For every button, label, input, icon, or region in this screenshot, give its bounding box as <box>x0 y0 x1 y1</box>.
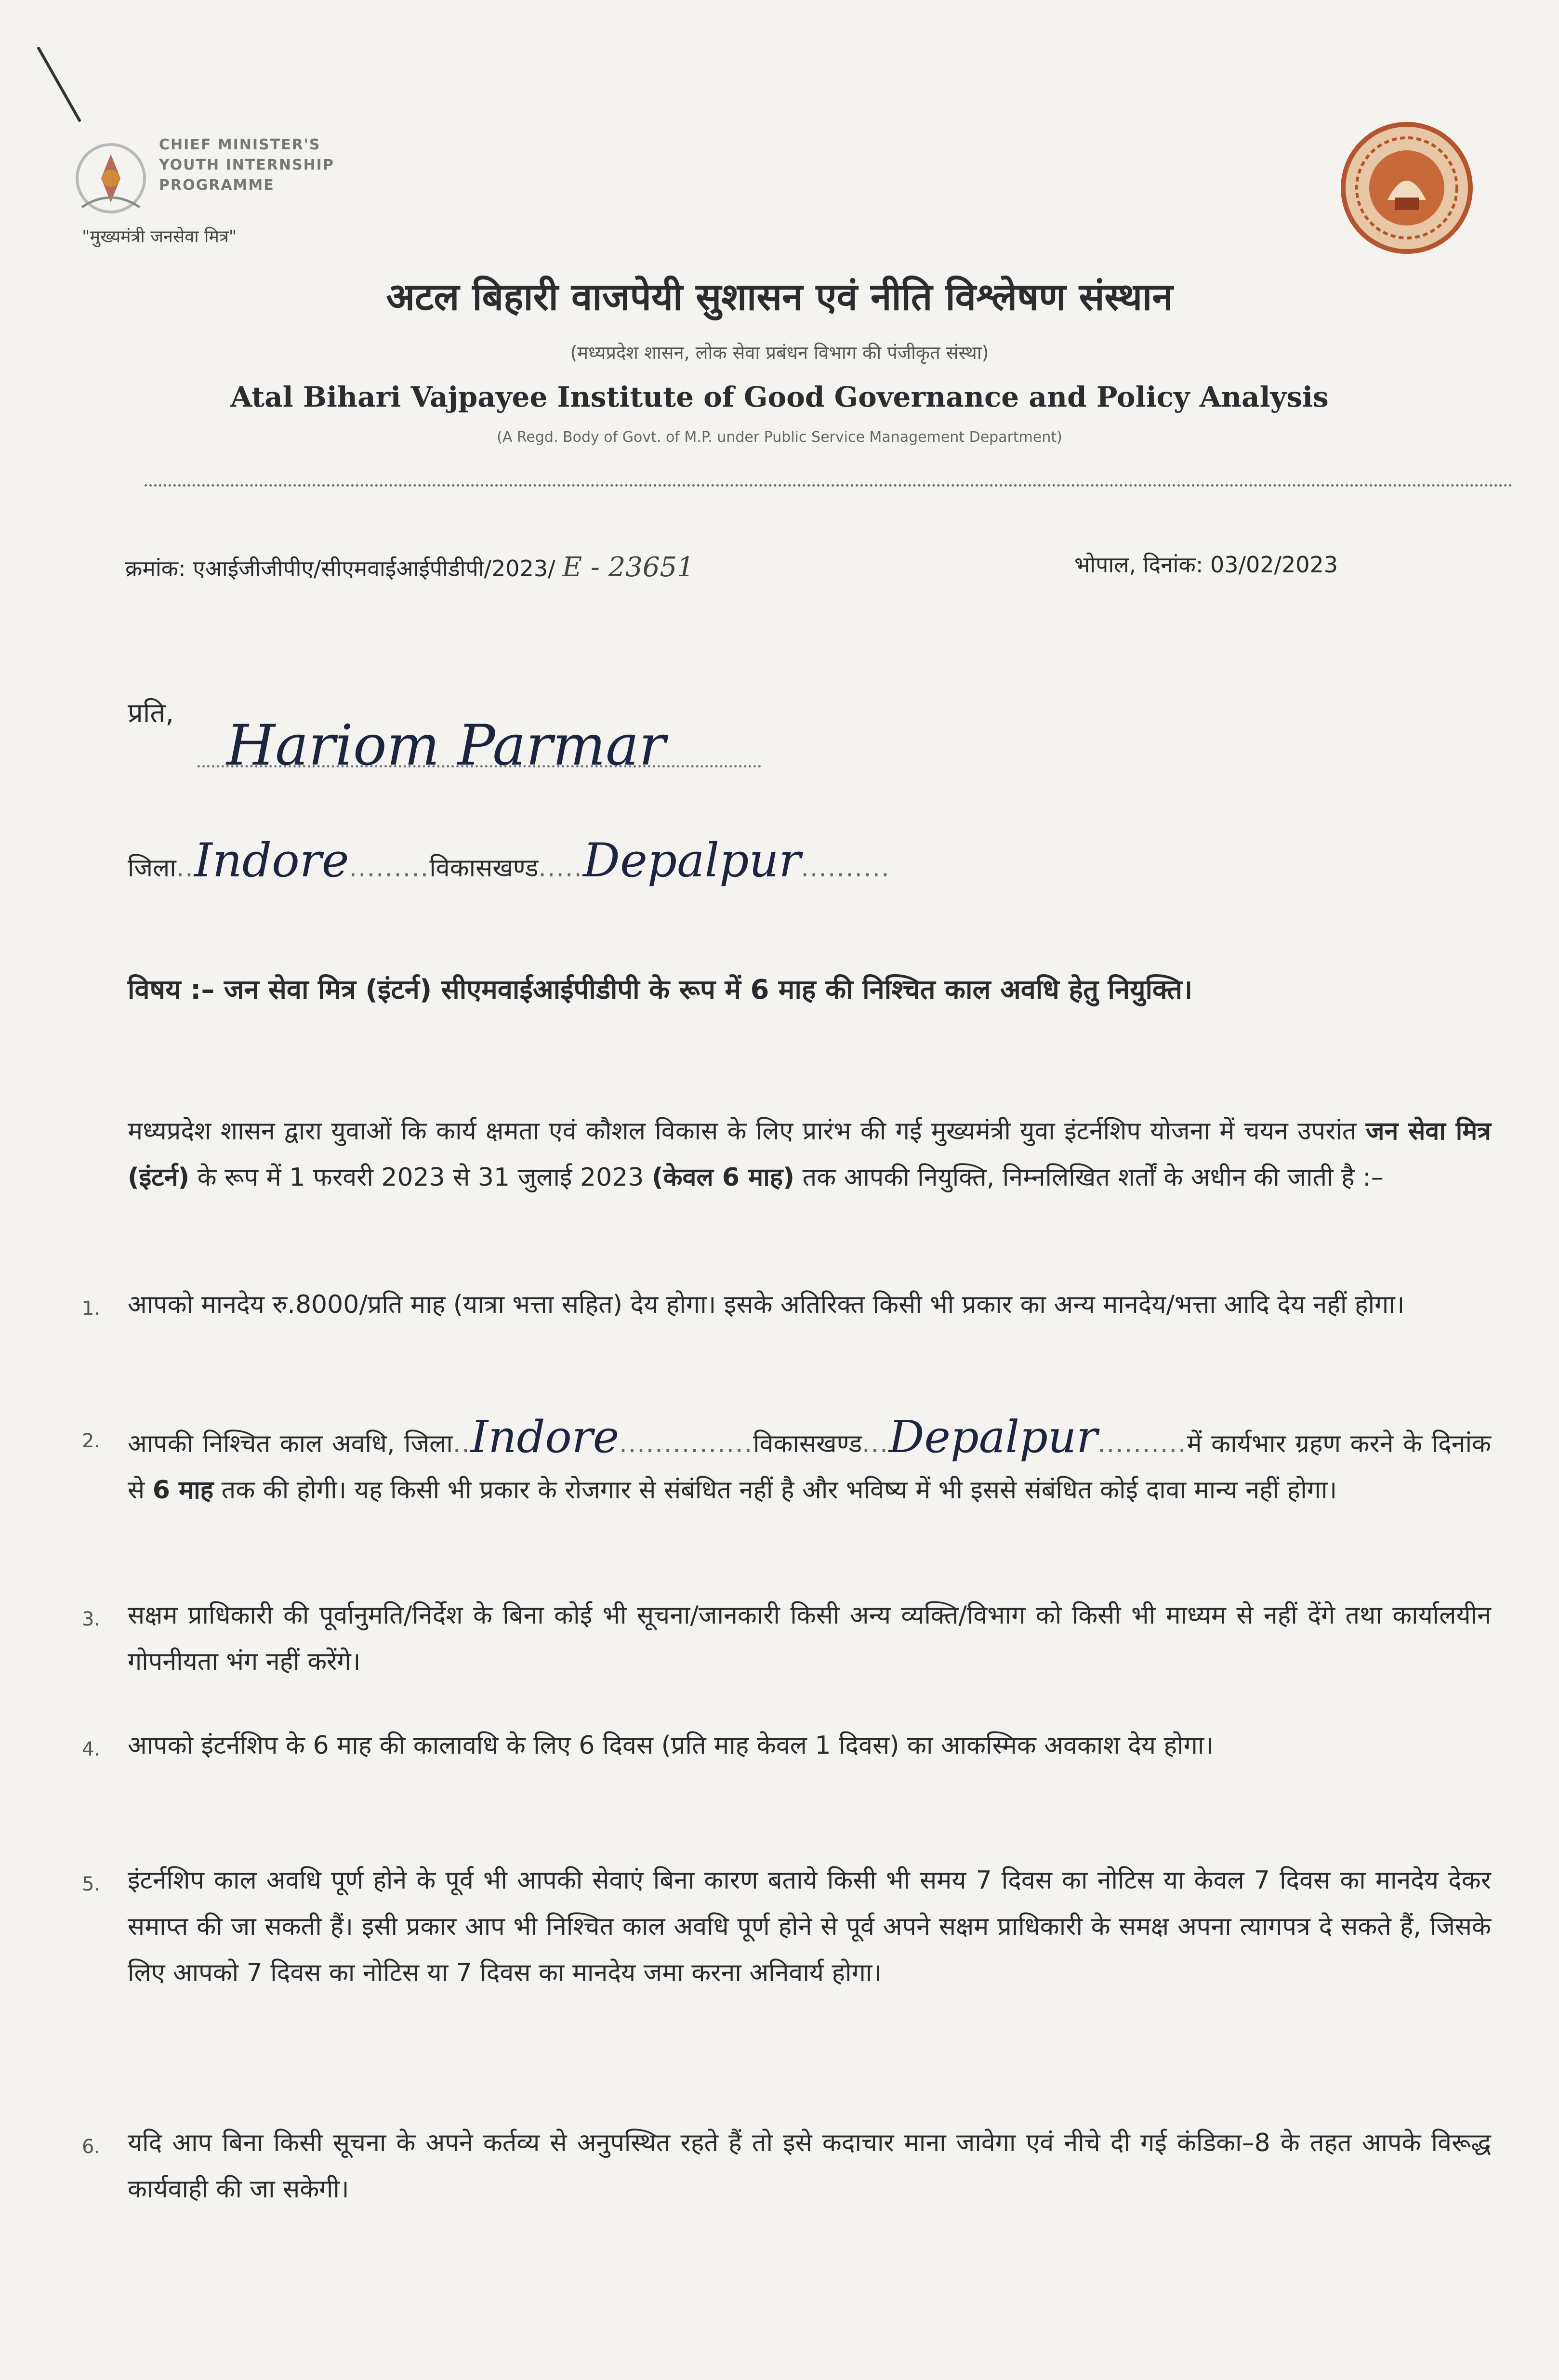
condition-text: आपको इंटर्नशिप के 6 माह की कालावधि के लिए 6 दिवस (प्रति माह केवल 1 दिवस) का आकस्मिक अवकाश देय होगा। <box>128 1731 1214 1760</box>
reference-number <box>125 552 694 583</box>
state-emblem-seal-icon <box>1334 116 1479 260</box>
condition-text: इंटर्नशिप काल अवधि पूर्ण होने के पूर्व भी आपकी सेवाएं बिना कारण बताये किसी भी समय 7 दिवस का नोटिस या केवल 7 दिवस का मानदेय देकर समाप्त की जा सकती हैं। इसी प्रकार आप भी निश्चित काल अवधि पूर्ण होने से पूर्व अपने सक्षम प्राधिकारी के समक्ष अपना त्यागपत्र दे सकते हैं, जिसके लिए आपको 7 दिवस का नोटिस या 7 दिवस का मानदेय जमा करना अनिवार्य होगा। <box>128 1866 1491 1987</box>
institute-title-english: Atal Bihari Vajpayee Institute of Good Governance and Policy Analysis <box>230 381 1329 413</box>
letter-date: भोपाल, दिनांक: 03/02/2023 <box>1074 552 1338 578</box>
block-value: Depalpur <box>582 833 801 887</box>
condition-text: आपको मानदेय रु.8000/प्रति माह (यात्रा भत्ता सहित) देय होगा। इसके अतिरिक्त किसी भी प्रकार का अन्य मानदेय/भत्ता आदि देय नहीं होगा। <box>128 1290 1405 1319</box>
letter-page: CHIEF MINISTER'S YOUTH INTERNSHIP PROGRAMME "मुख्यमंत्री जनसेवा मित्र" अटल बिहारी वाजपेयी सुशासन एवं नीति विश्लेषण संस्थान (मध्यप्रदेश शासन, लोक सेवा प्रबंधन विभाग की पंजीकृत संस्था) Atal Bihari Vajpayee Institute of Good Governance and Policy Analysis (A Regd. Body of Govt. of M.P. under Public Service Management Department) क्रमांक: एआईजीजीपीए/सीएमवाईआईपीडीपी/2023/ E - 23651 भोपाल, दिनांक: 03/02/2023 प्रति, Hariom Parmar जिला..Indore.........विकासखण्ड.....Depalpur.......... विषय :– जन सेवा मित्र (इंटर्न) सीएमवाईआईपीडीपी के रूप में 6 माह की निश्चित काल अवधि हेतु नियुक्ति। मध्यप्रदेश शासन द्वारा युवाओं कि कार्य क्षमता एवं कौशल विकास के लिए प्रारंभ की गई मुख्यमंत्री युवा इंटर्नशिप योजना में चयन उपरांत जन सेवा मित्र (इंटर्न) के रूप में 1 फरवरी 2023 से 31 जुलाई 2023 (केवल 6 माह) तक आपकी नियुक्ति, निम्नलिखित शर्तों के अधीन की जाती है :– 1. आपको मानदेय रु.8000/प्रति माह (यात्रा भत्ता सहित) देय होगा। इसके अतिरिक्त किसी भी प्रकार का अन्य मानदेय/भत्ता आदि देय नहीं होगा। 2. आपकी निश्चित काल अवधि, जिला..Indore...............विकासखण्ड...Depalpur..........में कार्यभार ग्रहण करने के दिनांक से 6 माह तक की होगी। यह किसी भी प्रकार के रोजगार से संबंधित नहीं है और भविष्य में भी इससे संबंधित कोई दावा मान्य नहीं होगा। 3. सक्षम प्राधिकारी की पूर्वानुमति/निर्देश के बिना कोई भी सूचना/जानकारी किसी अन्य व्यक्ति/विभाग को किसी भी माध्यम से नहीं देंगे तथा कार्यालयीन गोपनीयता भंग नहीं करेंगे। 4. आपको इंटर्नशिप के 6 माह की कालावधि के लिए 6 दिवस (प्रति माह केवल 1 दिवस) का आकस्मिक अवकाश देय होगा। 5. इंटर्नशिप काल अवधि पूर्ण होने के पूर्व भी आपकी सेवाएं बिना कारण बताये किसी भी समय 7 दिवस का नोटिस या केवल 7 दिवस का मानदेय देकर समाप्त की जा सकती हैं। इसी प्रकार आप भी निश्चित काल अवधि पूर्ण होने से पूर्व अपने सक्षम प्राधिकारी के समक्ष अपना त्यागपत्र दे सकते हैं, जिसके लिए आपको 7 दिवस का नोटिस या 7 दिवस का मानदेय जमा करना अनिवार्य होगा। 6. यदि आप बिना किसी सूचना के अपने कर्तव्य से अनुपस्थित रहते हैं तो इसे कदाचार माना जावेगा एवं नीचे दी गई कंडिका–8 के तहत आपके विरूद्ध कार्यवाही की जा सकेगी। <box>0 0 1559 2380</box>
internship-logo <box>67 125 405 265</box>
logo-line-2: YOUTH INTERNSHIP <box>159 157 334 173</box>
condition-text: आपकी निश्चित काल अवधि, जिला..Indore...............विकासखण्ड...Depalpur..........में कार्यभार ग्रहण करने के दिनांक से 6 माह तक की होगी। यह किसी भी प्रकार के रोजगार से संबंधित नहीं है और भविष्य में भी इससे संबंधित कोई दावा मान्य नहीं होगा। <box>128 1411 1492 1505</box>
intro-paragraph: मध्यप्रदेश शासन द्वारा युवाओं कि कार्य क्षमता एवं कौशल विकास के लिए प्रारंभ की गई मुख्यमंत्री युवा इंटर्नशिप योजना में चयन उपरांत जन सेवा मित्र (इंटर्न) के रूप में 1 फरवरी 2023 से 31 जुलाई 2023 (केवल 6 माह) तक आपकी नियुक्ति, निम्नलिखित शर्तों के अधीन की जाती है :– <box>128 1117 1492 1192</box>
header-divider <box>145 484 1513 487</box>
logo-tagline: "मुख्यमंत्री जनसेवा मित्र" <box>82 227 237 247</box>
reference-handwritten-number: E - 23651 <box>562 552 694 583</box>
emblem-icon <box>67 135 154 222</box>
condition-text: यदि आप बिना किसी सूचना के अपने कर्तव्य से अनुपस्थित रहते हैं तो इसे कदाचार माना जावेगा एवं नीचे दी गई कंडिका–8 के तहत आपके विरूद्ध कार्यवाही की जा सकेगी। <box>128 2129 1491 2204</box>
logo-text <box>159 135 334 196</box>
institute-subtitle-hindi: (मध्यप्रदेश शासन, लोक सेवा प्रबंधन विभाग की पंजीकृत संस्था) <box>570 342 989 363</box>
logo-line-3: PROGRAMME <box>159 177 275 194</box>
condition-text: सक्षम प्राधिकारी की पूर्वानुमति/निर्देश के बिना कोई भी सूचना/जानकारी किसी अन्य व्यक्ति/विभाग को किसी भी माध्यम से नहीं देंगे तथा कार्यालयीन गोपनीयता भंग नहीं करेंगे। <box>128 1601 1491 1676</box>
condition-block-value: Depalpur <box>888 1411 1098 1463</box>
reference-label: क्रमांक: एआईजीजीपीए/सीएमवाईआईपीडीपी/2023/ <box>125 555 555 582</box>
recipient-label: प्रति, <box>128 698 174 729</box>
institute-title-hindi: अटल बिहारी वाजपेयी सुशासन एवं नीति विश्लेषण संस्थान <box>386 275 1173 319</box>
district-block-row: जिला..Indore.........विकासखण्ड.....Depalpur.......... <box>128 833 890 887</box>
recipient-name: Hariom Parmar <box>226 713 666 778</box>
subject-line: विषय :– जन सेवा मित्र (इंटर्न) सीएमवाईआईपीडीपी के रूप में 6 माह की निश्चित काल अवधि हेतु नियुक्ति। <box>128 974 1193 1005</box>
block-label: विकासखण्ड <box>429 854 539 883</box>
condition-district-value: Indore <box>470 1411 620 1463</box>
name-dotted-line <box>198 765 761 767</box>
pencil-stroke-mark <box>34 43 87 125</box>
institute-subtitle-english: (A Regd. Body of Govt. of M.P. under Public Service Management Department) <box>497 429 1062 446</box>
logo-line-1: CHIEF MINISTER'S <box>159 136 321 153</box>
district-value: Indore <box>194 833 349 887</box>
district-label: जिला <box>128 854 176 883</box>
